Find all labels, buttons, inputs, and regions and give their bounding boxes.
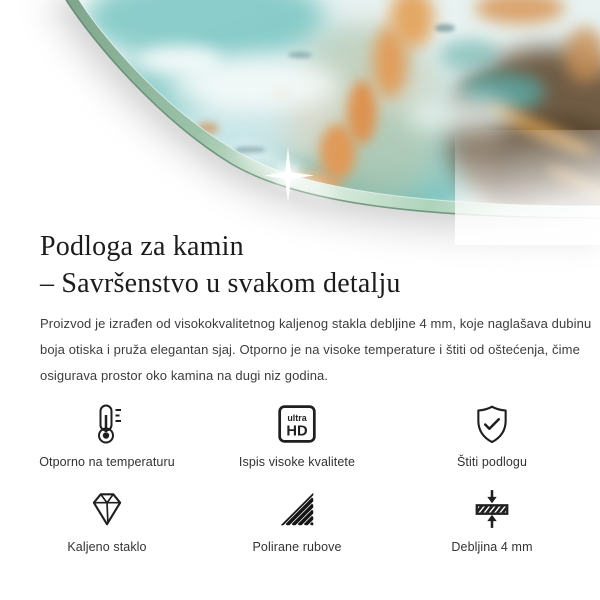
description-line: boja otiska i pruža elegantan sjaj. Otporno je na visoke temperature i štiti od oštećenja, čime [40, 342, 580, 357]
description-line: Proizvod je izrađen od visokokvalitetnog kaljenog stakla debljine 4 mm, koje naglašava dubinu [40, 316, 592, 331]
feature-label: Ispis visoke kvalitete [238, 455, 356, 469]
page-title [40, 228, 401, 302]
feature-label: Polirane rubove [252, 540, 342, 554]
polished-edge-icon [276, 488, 318, 530]
feature-protects-surface [397, 402, 587, 469]
feature-label: Otporno na temperaturu [39, 455, 175, 469]
diamond-icon [86, 488, 128, 530]
feature-thickness [397, 487, 587, 554]
ultra-hd-icon [276, 403, 318, 445]
feature-polished-edges [202, 487, 392, 554]
description-line: osigurava prostor oko kamina na dugi niz godina. [40, 368, 329, 383]
title-line-1: Podloga za kamin [40, 231, 244, 262]
svg-text:ultra: ultra [287, 412, 307, 423]
feature-label: Kaljeno staklo [67, 540, 147, 554]
thermometer-icon [87, 402, 127, 446]
feature-tempered-glass [12, 487, 202, 554]
shield-check-icon [471, 403, 513, 445]
svg-text:HD: HD [286, 423, 308, 440]
feature-label: Debljina 4 mm [451, 540, 533, 554]
feature-print-quality [202, 402, 392, 469]
feature-temperature-resistant [12, 402, 202, 469]
title-line-2: – Savršenstvo u svakom detalju [40, 268, 401, 299]
thickness-compress-icon [471, 488, 513, 530]
feature-label: Štiti podlogu [456, 455, 528, 469]
product-description [40, 311, 591, 389]
